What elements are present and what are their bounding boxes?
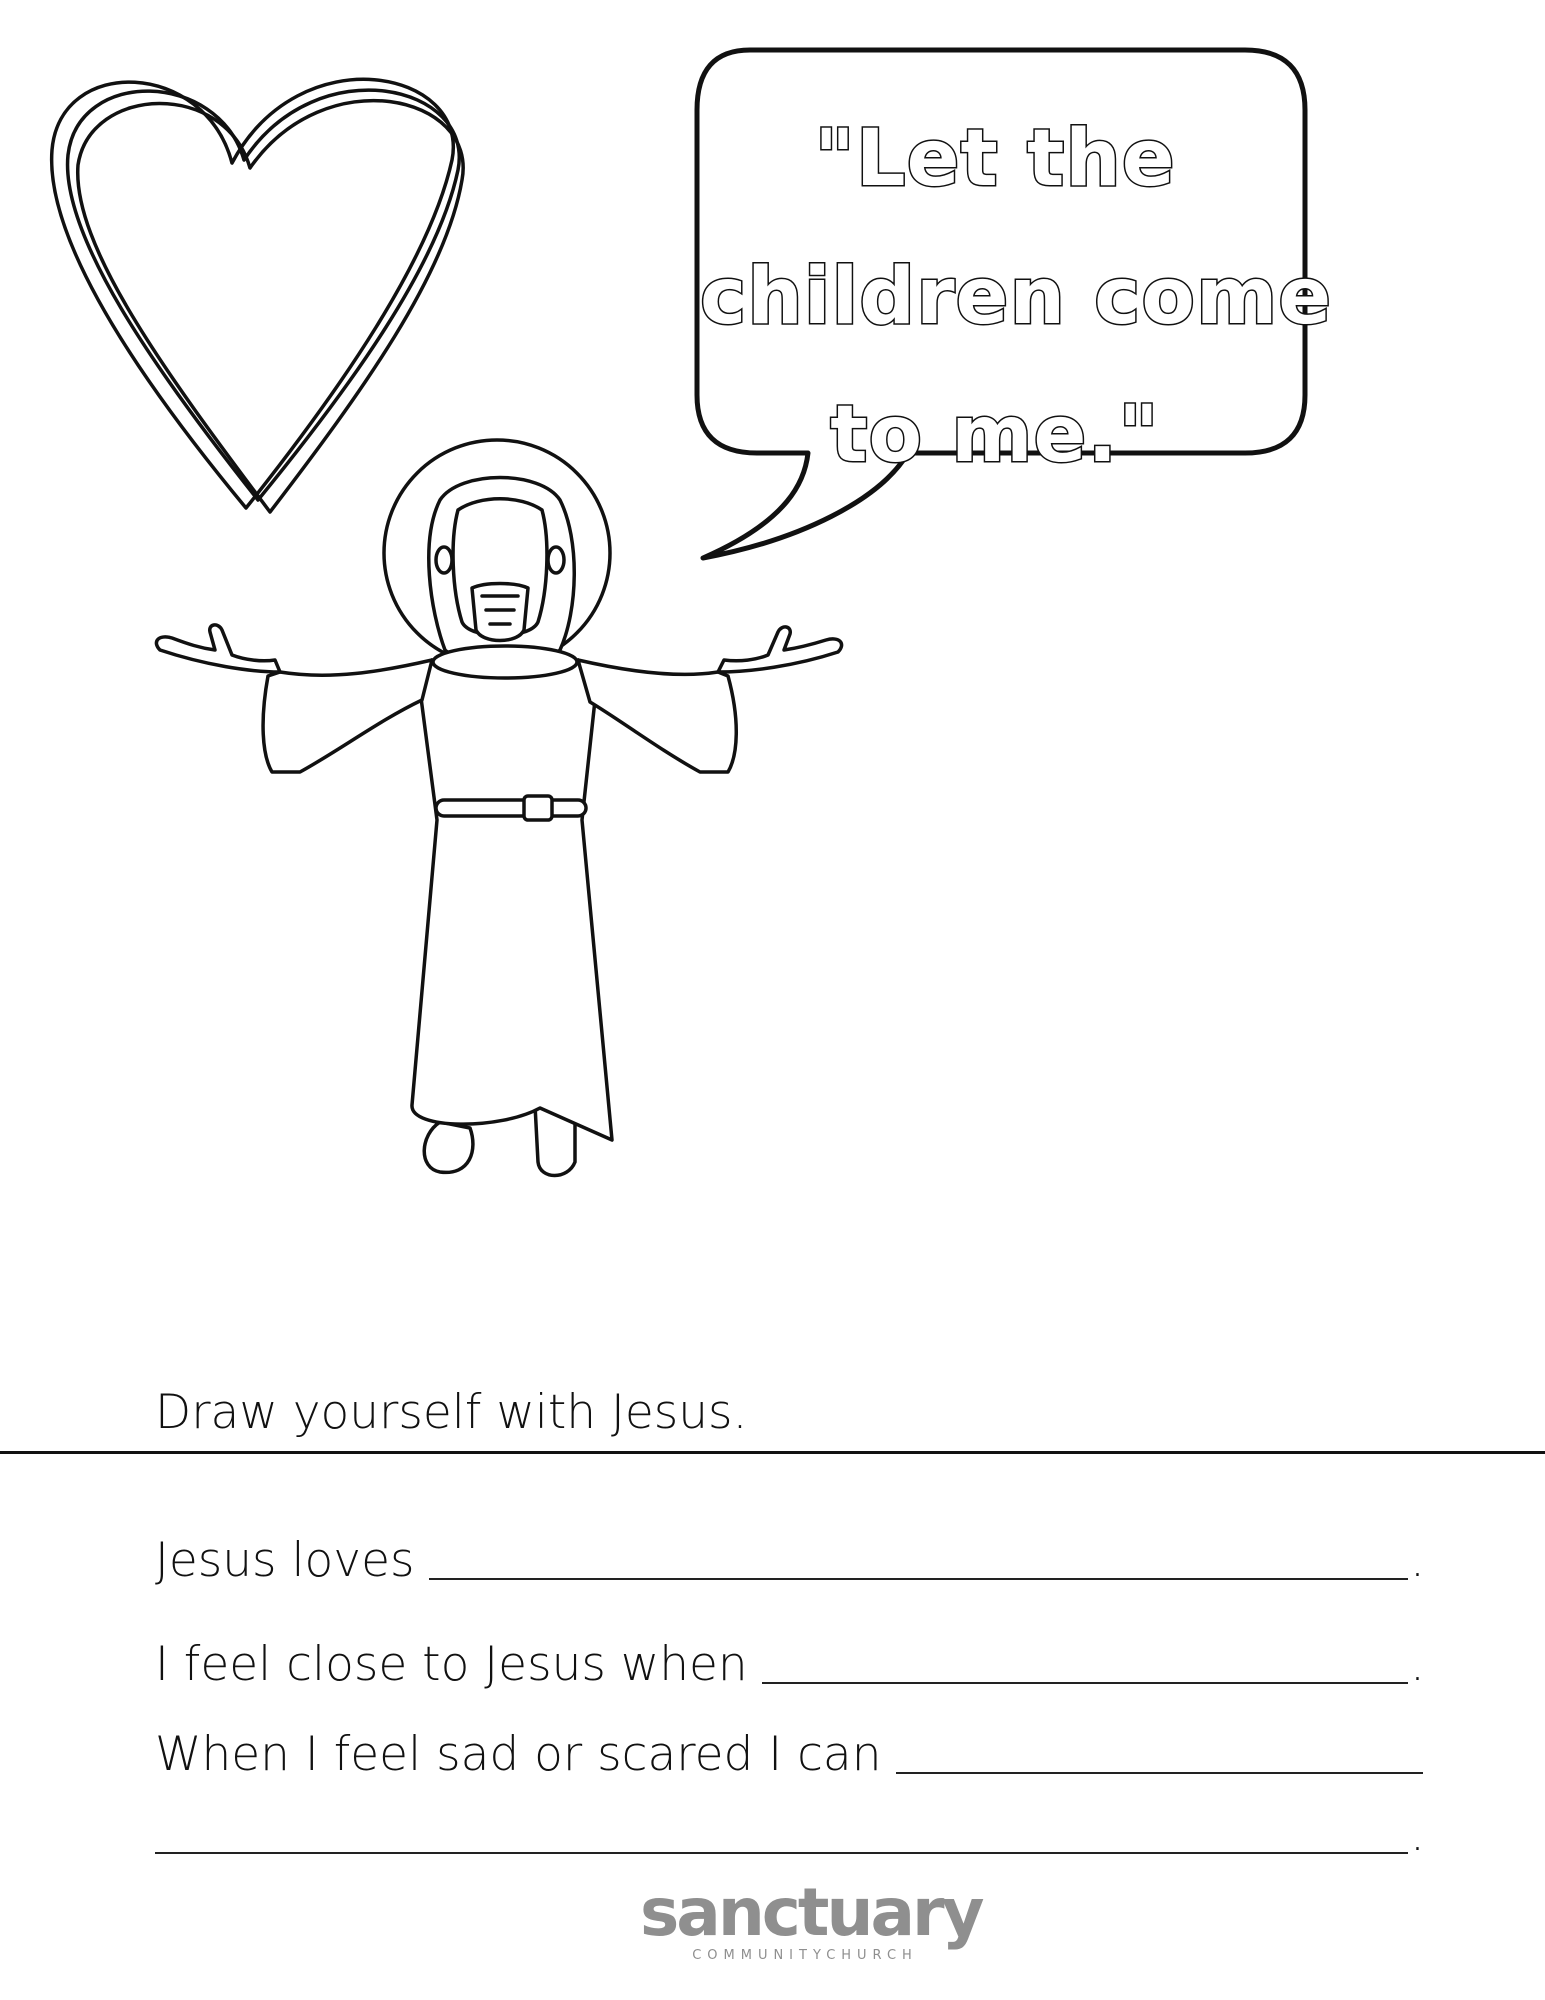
speech-bubble-quote	[700, 90, 1333, 504]
prompt-jesus-loves[interactable]	[155, 1528, 1425, 1588]
drawing-instruction: Draw yourself with Jesus.	[155, 1385, 748, 1440]
heart-icon	[52, 79, 464, 512]
logo-wordmark: sanctuary	[640, 1874, 982, 1951]
prompt-label: I feel close to Jesus when	[155, 1637, 748, 1692]
prompt-sad-or-scared[interactable]	[155, 1722, 1425, 1782]
quote-line-3: to me."	[830, 390, 1160, 480]
answer-blank[interactable]	[896, 1772, 1423, 1774]
divider-line	[0, 1451, 1545, 1454]
prompt-continuation[interactable]	[155, 1802, 1425, 1862]
answer-blank[interactable]	[762, 1682, 1408, 1684]
prompt-end: .	[1410, 1637, 1425, 1692]
answer-blank[interactable]	[155, 1852, 1408, 1854]
prompt-feel-close[interactable]	[155, 1632, 1425, 1692]
prompt-label: When I feel sad or scared I can	[155, 1727, 882, 1782]
sanctuary-logo	[640, 1874, 982, 1963]
prompt-label: Jesus loves	[155, 1533, 415, 1588]
quote-line-1: "Let the	[814, 114, 1176, 204]
logo-tagline: COMMUNITYCHURCH	[692, 1948, 918, 1963]
answer-blank[interactable]	[429, 1578, 1409, 1580]
quote-line-2: children come	[700, 252, 1333, 342]
prompt-end: .	[1410, 1533, 1425, 1588]
prompt-end: .	[1410, 1807, 1425, 1862]
